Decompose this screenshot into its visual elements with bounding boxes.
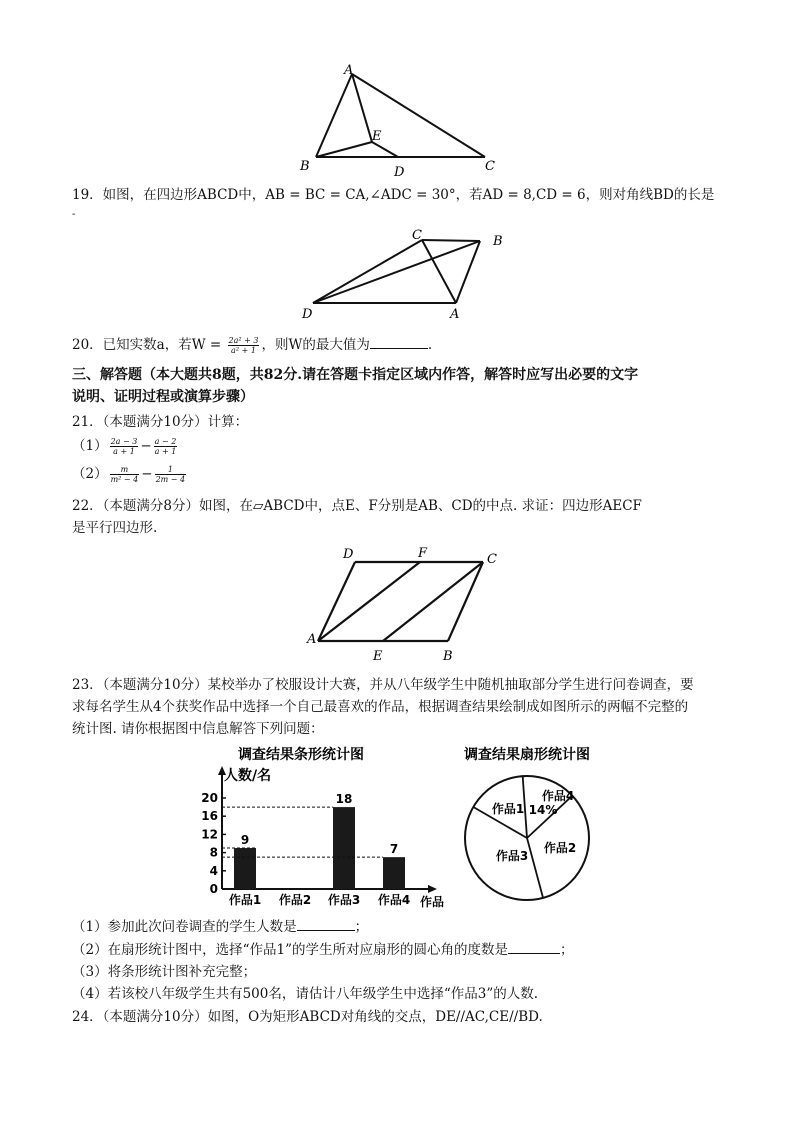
point-label-b: B (443, 649, 453, 664)
point-label-a: A (307, 632, 317, 647)
bar-chart-title: 调查结果条形统计图 (238, 747, 364, 763)
y-tick-label: 16 (201, 809, 218, 824)
bar-chart (196, 742, 452, 912)
x-axis-arrow (428, 885, 437, 893)
category-label: 作品1 (228, 893, 262, 907)
pie-slice-label: 作品2 (543, 841, 577, 855)
point-label-d: D (302, 307, 313, 322)
bar-4 (383, 857, 405, 889)
point-label-c: C (412, 228, 422, 243)
figure-q19 (290, 228, 520, 323)
section-3-heading-cont: 说明、证明过程或演算步骤） (72, 389, 254, 405)
category-label: 作品2 (278, 893, 312, 907)
figure-q22 (305, 543, 515, 668)
point-label-e: E (373, 649, 383, 664)
q22-text-cont: 是平行四边形. (72, 520, 158, 536)
point-label-b: B (300, 159, 310, 174)
pie-slice-label: 作品1 (491, 802, 525, 816)
pie-slice-value: 14% (528, 803, 558, 817)
point-label-a: A (344, 63, 354, 78)
y-tick-label: 4 (209, 863, 218, 878)
figure-q18 (290, 60, 510, 185)
bar-value-label: 9 (240, 833, 250, 848)
q19-mark: - (72, 209, 76, 220)
pie-slice-label: 作品3 (495, 849, 529, 863)
bar-chart-ylabel: 人数/名 (224, 768, 272, 784)
y-tick-label: 12 (201, 827, 218, 842)
pie-chart-title: 调查结果扇形统计图 (464, 747, 590, 763)
category-label: 作品3 (327, 893, 361, 907)
q23-text-cont: 求每名学生从4个获奖作品中选择一个自己最喜欢的作品，根据调查结果绘制成如图所示的两幅不完整的 (72, 699, 689, 715)
point-label-d: D (394, 165, 405, 180)
q19-text: 19．如图，在四边形ABCD中，AB = BC = CA,∠ADC = 30°，若AD = 8,CD = 6，则对角线BD的长是 (72, 187, 715, 203)
q23-sub3: （3）将条形统计图补充完整； (72, 964, 257, 980)
point-label-d: D (343, 547, 354, 562)
pie-chart (442, 742, 612, 902)
bar-chart-xlabel: 作品 (420, 895, 445, 909)
q23-text-cont2: 统计图. 请你根据图中信息解答下列问题： (72, 721, 324, 737)
q20-text: 20．已知实数a，若W = $\frac{\text{2a² + 3}}{\text{a² + 1}}$ ，则W的最大值为 . (72, 336, 433, 355)
q23-sub1: （1）参加此次问卷调查的学生人数是 ； (72, 919, 369, 935)
bar-value-label: 7 (389, 842, 399, 857)
q23-text: 23．（本题满分10分）某校举办了校服设计大赛，并从八年级学生中随机抽取部分学生进行问卷调查，要 (72, 677, 694, 693)
q24-text: 24．（本题满分10分）如图，O为矩形ABCD对角线的交点，DE//AC,CE//BD. (72, 1009, 543, 1025)
point-label-e: E (372, 129, 382, 144)
bar-value-label: 18 (335, 792, 353, 807)
q23-sub4: （4）若该校八年级学生共有500名，请估计八年级学生中选择“作品3”的人数. (72, 986, 539, 1002)
y-tick-label: 0 (209, 882, 218, 896)
category-label: 作品4 (377, 893, 411, 907)
q21-part2: （2） $\frac{m}{\text{m² − 4}}$ − $\frac{1}{2m - 4}$ (72, 465, 186, 484)
q21-part1: （1） $\frac{2a - 3}{a + 1}$ − $\frac{a - 2}{a + 1}$ (72, 437, 177, 456)
section-3-heading: 三、解答题（本大题共8题，共82分.请在答题卡指定区域内作答，解答时应写出必要的文字 (72, 367, 639, 383)
q22-text: 22．（本题满分8分）如图，在▱ABCD中，点E、F分别是AB、CD的中点. 求证：四边形AECF (72, 498, 642, 514)
y-tick-label: 8 (209, 845, 218, 860)
point-label-f: F (418, 546, 428, 561)
point-label-c: C (487, 552, 497, 567)
y-tick-label: 20 (201, 791, 218, 805)
point-label-a: A (450, 307, 460, 322)
bar-1 (234, 848, 256, 889)
q23-sub2: （2）在扇形统计图中，选择“作品1”的学生所对应扇形的圆心角的度数是 ； (72, 942, 574, 958)
point-label-b: B (493, 234, 503, 249)
q21-title: 21．（本题满分10分）计算： (72, 414, 249, 430)
point-label-c: C (485, 159, 495, 174)
pie-slice-label: 作品4 (541, 789, 575, 803)
bar-3 (333, 807, 355, 889)
